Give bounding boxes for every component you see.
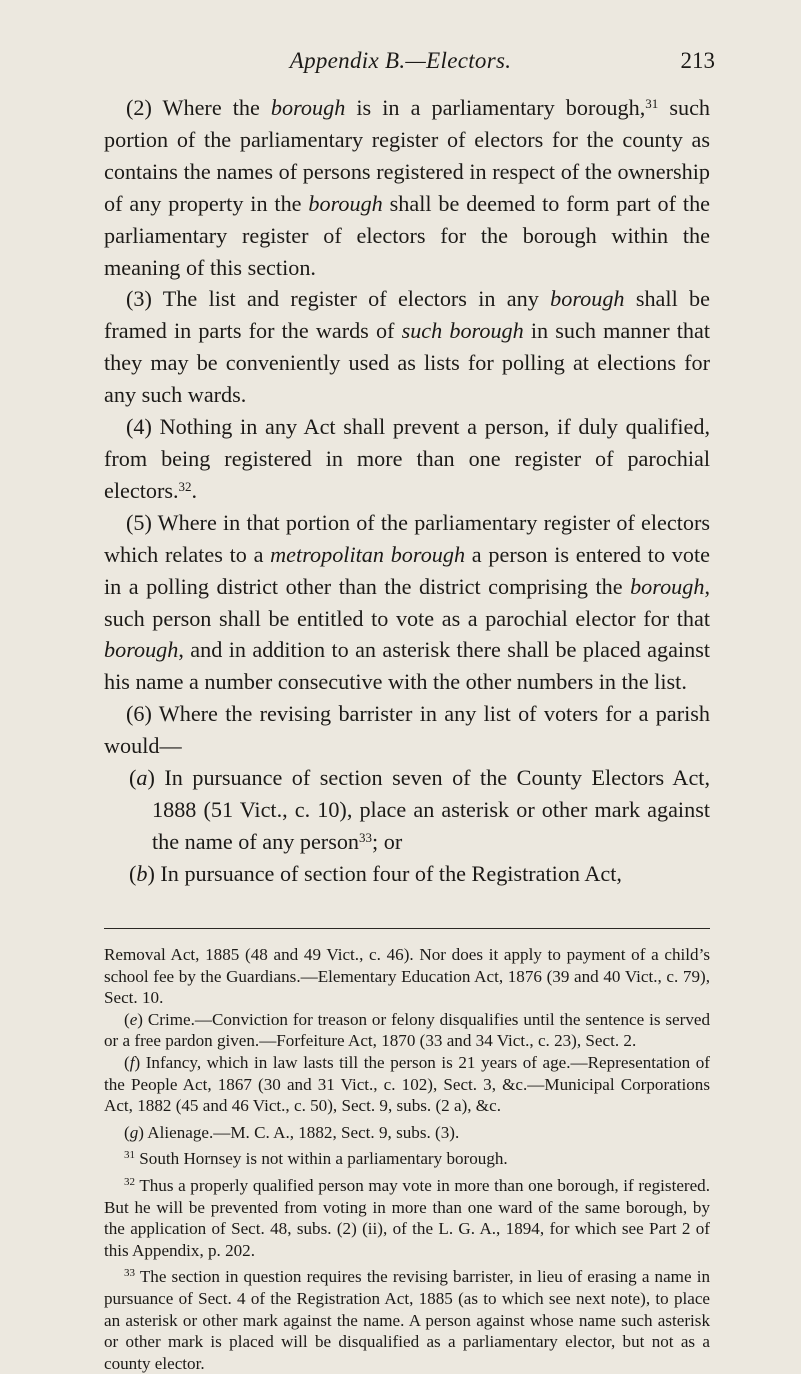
subitem-a: (a) In pursuance of section seven of the County Electors Act, 1888 (51 Vict., c. 10), place an asterisk or other mark against the name of any person$^{33}$; or (129, 765, 711, 854)
footnote-g: (g) Alienage.—M. C. A., 1882, Sect. 9, subs. (3). (124, 1122, 460, 1142)
subitem-b: (b) In pursuance of section four of the Registration Act, (129, 860, 622, 886)
main-text (104, 92, 710, 890)
footnote-32: $^{32}$ Thus a properly qualified person may vote in more than one borough, if registered. But he will be prevented from voting in more than one ward of the same borough, by the application of Sect. 48, subs. (2) (ii), of the L. G. A., 1894, for which see Part 2 of this Appendix, p. 202. (104, 1175, 710, 1260)
paragraph-3: (3) The list and register of electors in any borough shall be framed in parts for the wards of such borough in such manner that they may be conveniently used as lists for polling at elections for any such wards. (104, 286, 710, 408)
footnote-ref-31: 31 (645, 96, 659, 111)
running-title: Appendix B.—Electors. (289, 48, 512, 73)
footnote-continuation: Removal Act, 1885 (48 and 49 Vict., c. 46). Nor does it apply to payment of a child’s school fee by the Guardians.—Elementary Education Act, 1876 (39 and 40 Vict., c. 79), Sect. 10. (104, 945, 710, 1008)
page-number: 213 (680, 48, 715, 73)
footnote-f: (f) Infancy, which in law lasts till the person is 21 years of age.—Representation of the People Act, 1867 (30 and 31 Vict., c. 102), Sect. 3, &c.—Municipal Corporations Act, 1882 (45 and 46 Vict., c. 50), Sect. 9, subs. (2 a), &c. (104, 1052, 710, 1116)
paragraph-6: (6) Where the revising barrister in any list of voters for a parish would— (104, 701, 710, 759)
footnote-33: $^{33}$ The section in question requires the revising barrister, in lieu of erasing a name in pursuance of Sect. 4 of the Registration Act, 1885 (as to which see next note), to place an asterisk or other mark against the name. A person against whose name such asterisk or other mark is placed will be disqualified as a parliamentary elector, but not as a county elector. (104, 1267, 710, 1373)
paragraph-6-subitems (104, 762, 710, 890)
footnote-divider (104, 928, 710, 929)
footnote-e: (e) Crime.—Conviction for treason or felony disqualifies until the sentence is served or a free pardon given.—Forfeiture Act, 1870 (33 and 34 Vict., c. 23), Sect. 2. (104, 1009, 711, 1051)
paragraph-5: (5) Where in that portion of the parliamentary register of electors which relates to a metropolitan borough a person is entered to vote in a polling district other than the district comprising the borough, such person shall be entitled to vote as a parochial elector for that borough, and in addition to an asterisk there shall be placed against his name a number consecutive with the other numbers in the list. (104, 509, 710, 695)
footnote-31: $^{31}$ South Hornsey is not within a parliamentary borough. (124, 1149, 508, 1169)
page-header (0, 48, 801, 80)
paragraph-2: (2) Where the borough is in a parliamentary borough,$^{31}$ such portion of the parliamentary register of electors for the county as contains the names of persons registered in respect of the ownership of any property in the borough shall be deemed to form part of the parliamentary register of electors for the borough within the meaning of this section. (104, 95, 711, 280)
paragraph-4: (4) Nothing in any Act shall prevent a person, if duly qualified, from being registered in more than one register of parochial electors.$^{32}$. (104, 414, 710, 503)
footnote-ref-33: 33 (359, 829, 373, 845)
footnotes (104, 944, 710, 1374)
footnote-ref-32: 32 (178, 478, 192, 494)
